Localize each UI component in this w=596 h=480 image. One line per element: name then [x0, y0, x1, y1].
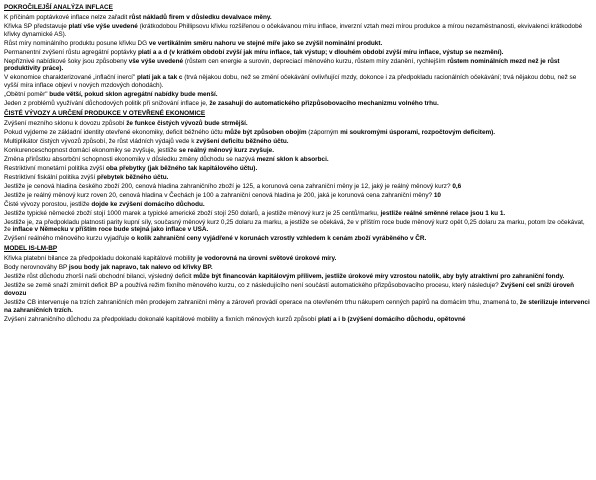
paragraph: [4, 147, 592, 155]
section-heading: POKROČILEJŠÍ ANALÝZA INFLACE: [4, 4, 113, 11]
paragraph: [4, 210, 592, 218]
question-text: V ekonomice charakterizované „inflační inercí": [4, 74, 137, 82]
paragraph: [4, 58, 592, 74]
question-text: Křivka platební bilance za předpokladu dokonalé kapitálové mobility: [4, 255, 198, 263]
answer-text: 0,6: [452, 182, 462, 190]
answer-text: oba přebytky (jak běžného tak kapitálového účtu).: [105, 164, 258, 172]
answer-text: že sterilizuje intervenci na zahraničních trzích.: [4, 298, 590, 314]
question-text: Změna přírůstku absorbční schopnosti ekonomiky v důsledku změny důchodu se nazývá: [4, 155, 257, 163]
paragraph: [4, 273, 592, 281]
paragraph: [4, 40, 592, 48]
question-text: (trvá nějakou dobu, než se změní očekávání ovlivňující mzdy, dokonce i za předpokladu racionálních očekávání; trvá nějakou dobu, než se vyšší míra inflace objeví v nových mzdových dohodách).: [4, 74, 577, 90]
question-text: (růstem cen energie a surovin, depreciací měnového kurzu, růstem míry zdanění, rychlejším: [183, 57, 448, 65]
question-text: K příčinám poptávkové inflace nelze zařadit: [4, 13, 130, 21]
answer-text: vše výše uvedené: [128, 57, 184, 65]
answer-text: mi soukromými úsporami, rozpočtovým deficitem).: [340, 128, 496, 136]
paragraph: [4, 129, 592, 137]
paragraph: [4, 183, 592, 191]
answer-text: může být způsoben obojím: [224, 128, 307, 136]
answer-text: že zasahují do automatického přizpůsobovacího mechanizmu volného trhu.: [209, 100, 439, 108]
answer-text: jestliže reálné směnné relace jsou 1 ku 1.: [380, 209, 506, 217]
question-text: Jestliže CB intervenuje na trzích zahraničních měn prodejem zahraniční měny a zároveň provádí operace na otevřeném trhu nákupem cenných papírů na domácím trhu, znamená to,: [4, 298, 520, 306]
question-text: Restriktivní fiskální politika zvýší: [4, 173, 98, 181]
section-heading: ČISTÉ VÝVOZY A URČENÍ PRODUKCE V OTEVŘENÉ EKONOMICE: [4, 110, 206, 118]
answer-text: růst nákladů firem v důsledku devalvace měny.: [129, 13, 272, 21]
paragraph: [4, 235, 592, 243]
question-text: Pokud vyjdeme ze základní identity otevřené ekonomiky, deficit běžného účtu: [4, 128, 225, 136]
answer-text: inflace v Německu v příštím roce bude stejná jako inflace v USA.: [12, 226, 209, 234]
paragraph: [4, 138, 592, 146]
answer-text: o kolik zahraniční ceny vyjádřené v korunách vzrostly vzhledem k cenám zboží vyráběného v ČR.: [131, 235, 427, 243]
paragraph: [4, 23, 592, 39]
answer-text: jsou body jak napravo, tak nalevo od křivky BP.: [68, 264, 213, 272]
paragraph: [4, 120, 592, 128]
paragraph: [4, 316, 592, 324]
question-text: Jestliže je, za předpokladu platnosti parity kupní síly, současný měnový kurz 0,25 dolaru za marku, a jestliže se očekává, že v příštím roce bude měnový kurz opět 0,25 dolaru za marku, potom lze očekávat, že: [4, 218, 585, 234]
paragraph: [4, 264, 592, 272]
answer-text: růstem nominálních mezd než je růst produktivity práce).: [4, 57, 560, 73]
answer-text: ve vertikálním směru nahoru ve stejné míře jako se zvýšil nominální produkt.: [148, 39, 383, 47]
answer-text: dojde ke zvýšení domácího důchodu.: [91, 200, 205, 208]
question-text: Zvýšení mezního sklonu k dovozu způsobí: [4, 119, 127, 127]
answer-text: mezní sklon k absorbci.: [256, 155, 329, 163]
paragraph: [4, 219, 592, 235]
paragraph: [4, 74, 592, 90]
section: [4, 109, 592, 243]
question-text: Jestliže je cenová hladina českého zboží 200, cenová hladina zahraničního zboží je 125, a korunová cena zahraniční měny je 12, jaký je reálný měnový kurz?: [4, 182, 453, 190]
question-text: Zvýšení zahraničního důchodu za předpokladu dokonalé kapitálové mobility a fixních měnových kurzů způsobí: [4, 315, 319, 323]
paragraph: [4, 174, 592, 182]
question-text: Multiplikátor čistých vývozů způsobí, že růst vládních výdajů vede k: [4, 137, 197, 145]
answer-text: bude větší, pokud sklon agregátní nabídky bude menší.: [49, 91, 218, 99]
section: [4, 3, 592, 108]
answer-text: se reálný měnový kurz zvyšuje.: [178, 146, 274, 154]
answer-text: platí a i b (zvýšení domácího důchodu, opětovné: [318, 315, 466, 323]
question-text: Jeden z problémů využívání důchodových politik při snižování inflace je,: [4, 100, 210, 108]
paragraph: [4, 14, 592, 22]
paragraph: [4, 192, 592, 200]
question-text: Jestliže typické německé zboží stojí 1000 marek a typické americké zboží stojí 250 dolarů, a jestliže měnový kurz je 25 centů/marku,: [4, 209, 381, 217]
question-text: (krátkodobou Phillipsovu křivku rozšířenou o očekávanou míru inflace, inverzní vztah mezi mírou produkce a mírou nezaměstnanosti, ekvivalenci krátkodobé křivky dynamické AS).: [4, 22, 583, 38]
paragraph: [4, 299, 592, 315]
answer-text: 10: [433, 191, 441, 199]
answer-text: zvýšení deficitu běžného účtu.: [196, 137, 289, 145]
paragraph: [4, 91, 592, 99]
paragraph: [4, 49, 592, 57]
question-text: Zvýšení reálného měnového kurzu vyjadřuje: [4, 235, 132, 243]
question-text: Jestliže se země snaží zmírnit deficit BP a používá režim fixního měnového kurzu, co z následujícího není součástí automatického přizpůsobovacího procesu, který následuje?: [4, 282, 501, 290]
question-text: Konkurenceschopnost domácí ekonomiky se zvyšuje, jestliže: [4, 146, 179, 154]
question-text: „Obětní poměr": [4, 91, 50, 99]
question-text: Restriktivní monetární politika zvýší: [4, 164, 106, 172]
document-body: [4, 3, 592, 325]
answer-text: Zvýšení cel sníží úroveň dovozu: [4, 282, 575, 297]
question-text: Růst míry nominálního produktu posune křivku DG: [4, 39, 149, 47]
paragraph: [4, 100, 592, 108]
question-text: Body nerovnováhy BP: [4, 264, 69, 272]
section: [4, 244, 592, 323]
answer-text: platí vše výše uvedené: [68, 22, 138, 30]
question-text: Jestliže je reálný měnový kurz roven 20, cenová hladina v Čechách je 100 a zahraniční cenová hladina je 200, jaká je korunová cena zahraniční měny?: [4, 191, 434, 199]
question-text: Čisté vývozy porostou, jestliže: [4, 200, 92, 208]
answer-text: je vodorovná na úrovni světové úrokové míry.: [197, 255, 337, 263]
answer-text: přebytek běžného účtu.: [97, 173, 169, 181]
question-text: Jestliže růst důchodu zhorší naši obchodní bilanci, výsledný deficit: [4, 273, 194, 281]
question-text: Permanentní zvýšení růstu agregátní poptávky: [4, 48, 138, 56]
paragraph: [4, 201, 592, 209]
answer-text: platí a a d (v krátkém období zvýší jak míru inflace, tak výstup; v dlouhém období zvýší míru inflace, výstup se nezmění).: [137, 48, 504, 56]
section-heading: MODEL IS-LM-BP: [4, 245, 58, 253]
paragraph: [4, 156, 592, 164]
answer-text: platí jak a tak c: [136, 74, 183, 82]
question-text: Křivka SP představuje: [4, 22, 69, 30]
paragraph: [4, 282, 592, 298]
answer-text: může být financován kapitálovým přílivem, jestliže úrokové míry vzrostou natolik, aby byly atraktivní pro zahraniční fondy.: [193, 273, 565, 281]
paragraph: [4, 165, 592, 173]
answer-text: že funkce čistých vývozů bude strmější.: [126, 119, 248, 127]
question-text: (záporným: [306, 128, 341, 136]
paragraph: [4, 255, 592, 263]
question-text: Nepříznivé nabídkové šoky jsou způsobeny: [4, 57, 129, 65]
